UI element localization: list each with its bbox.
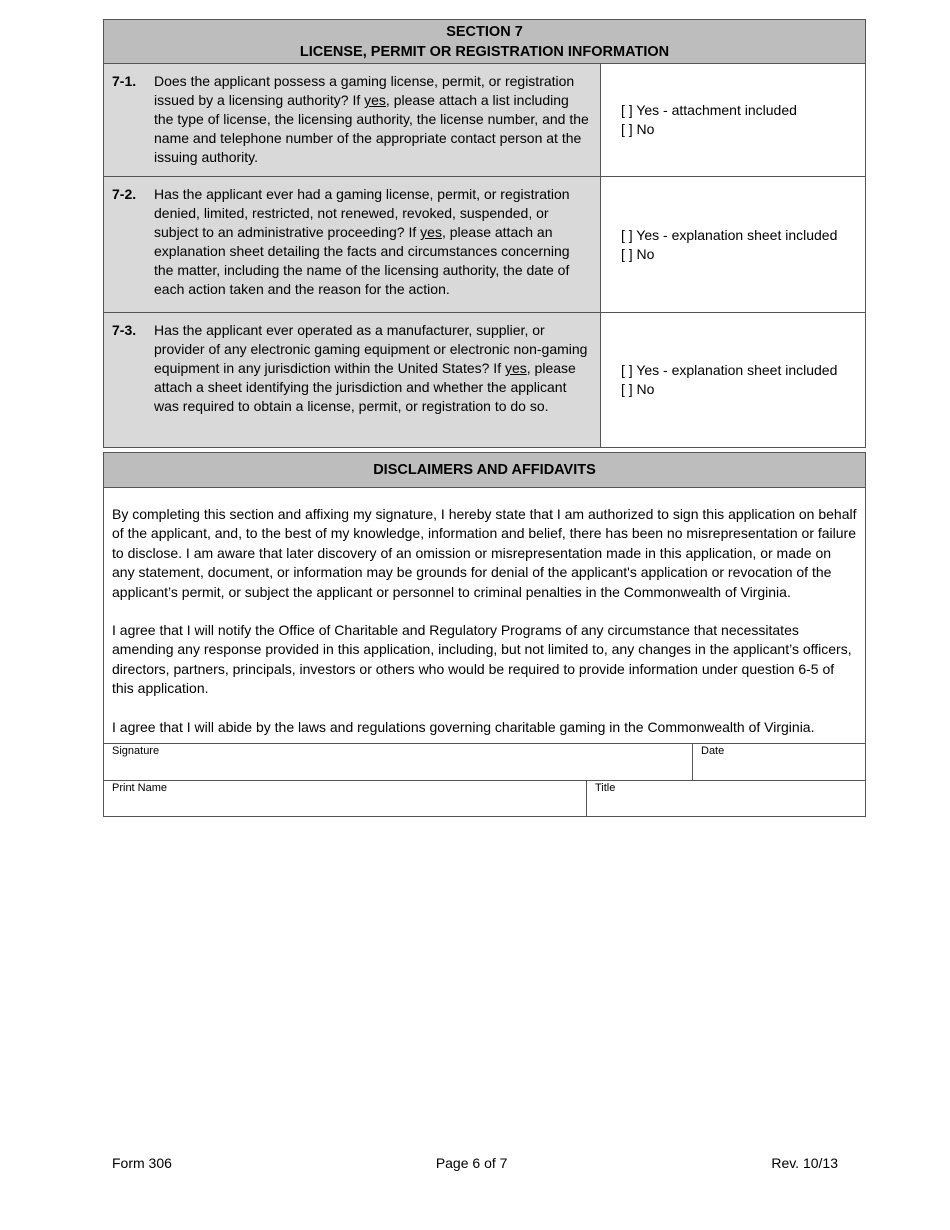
disclaimers-title: DISCLAIMERS AND AFFIDAVITS <box>104 453 865 488</box>
question-number: 7-3. <box>112 322 137 338</box>
disclaimers-body <box>104 488 865 743</box>
question-cell <box>104 64 601 176</box>
question-row-7-1 <box>104 64 865 176</box>
page-footer <box>112 1155 838 1171</box>
title-label: Title <box>595 782 616 795</box>
disclaimer-paragraph: I agree that I will abide by the laws and regulations governing charitable gaming in the Commonwealth of Virginia. <box>112 718 815 735</box>
no-checkbox-option[interactable]: [ ] No <box>621 121 655 137</box>
disclaimer-paragraph: I agree that I will notify the Office of Charitable and Regulatory Programs of any circumstance that necessitates amending any response provided in this application, including, but not limited to, any changes in the applicant’s officers, directors, partners, principals, investors or others who would be required to provide information under question 6-5 of this application. <box>112 622 852 697</box>
page-number: Page 6 of 7 <box>435 1155 508 1171</box>
question-cell <box>104 313 601 447</box>
answer-cell <box>601 177 865 312</box>
question-number: 7-2. <box>112 186 137 202</box>
section-7-table <box>103 19 866 448</box>
signature-row <box>104 743 865 780</box>
no-checkbox-option[interactable]: [ ] No <box>621 381 655 397</box>
signature-label: Signature <box>112 745 160 758</box>
yes-checkbox-option[interactable]: [ ] Yes - explanation sheet included <box>621 362 838 378</box>
disclaimers-table <box>103 452 866 817</box>
section-7-subtitle: LICENSE, PERMIT OR REGISTRATION INFORMATION <box>299 44 670 60</box>
no-checkbox-option[interactable]: [ ] No <box>621 245 655 262</box>
section-7-header <box>104 20 865 64</box>
question-row-7-2 <box>104 176 865 312</box>
print-name-field[interactable] <box>104 781 587 816</box>
date-label: Date <box>701 745 725 758</box>
yes-checkbox-option[interactable]: [ ] Yes - explanation sheet included <box>621 226 838 243</box>
answer-cell <box>601 64 865 176</box>
date-field[interactable] <box>693 744 865 780</box>
print-name-label: Print Name <box>112 782 168 795</box>
answer-cell <box>601 313 865 447</box>
question-text: Has the applicant ever had a gaming license, permit, or registration denied, limited, restricted, not renewed, revoked, suspended, or subject to an administrative proceeding? If yes, please attach an explanation sheet detailing the facts and circumstances concerning the matter, including the name of the licensing authority, the date of each action taken and the reason for the action. <box>154 186 570 297</box>
form-number: Form 306 <box>112 1155 172 1171</box>
signature-field[interactable] <box>104 744 693 780</box>
revision: Rev. 10/13 <box>771 1155 838 1171</box>
question-number: 7-1. <box>112 73 137 89</box>
question-text: Has the applicant ever operated as a manufacturer, supplier, or provider of any electronic gaming equipment or electronic non-gaming equipment in any jurisdiction within the United States? If yes, please attach a sheet identifying the jurisdiction and whether the applicant was required to obtain a license, permit, or registration to do so. <box>154 322 588 414</box>
question-cell <box>104 177 601 312</box>
section-7-title: SECTION 7 <box>446 24 523 40</box>
question-text: Does the applicant possess a gaming license, permit, or registration issued by a licensing authority? If yes, please attach a list including the type of license, the licensing authority, the license number, and the name and telephone number of the appropriate contact person at the issuing authority. <box>154 73 589 165</box>
yes-checkbox-option[interactable]: [ ] Yes - attachment included <box>621 102 797 118</box>
print-name-row <box>104 780 865 816</box>
question-row-7-3 <box>104 312 865 447</box>
title-field[interactable] <box>587 781 865 816</box>
disclaimer-paragraph: By completing this section and affixing my signature, I hereby state that I am authorized to sign this application on behalf of the applicant, and, to the best of my knowledge, information and belief, there has been no misrepresentation or failure to disclose. I am aware that later discovery of an omission or misrepresentation made in this application, or made on any statement, document, or information may be grounds for denial of the applicant's application or revocation of the applicant’s permit, or subject the applicant or personnel to criminal penalties in the Commonwealth of Virginia. <box>112 506 857 600</box>
